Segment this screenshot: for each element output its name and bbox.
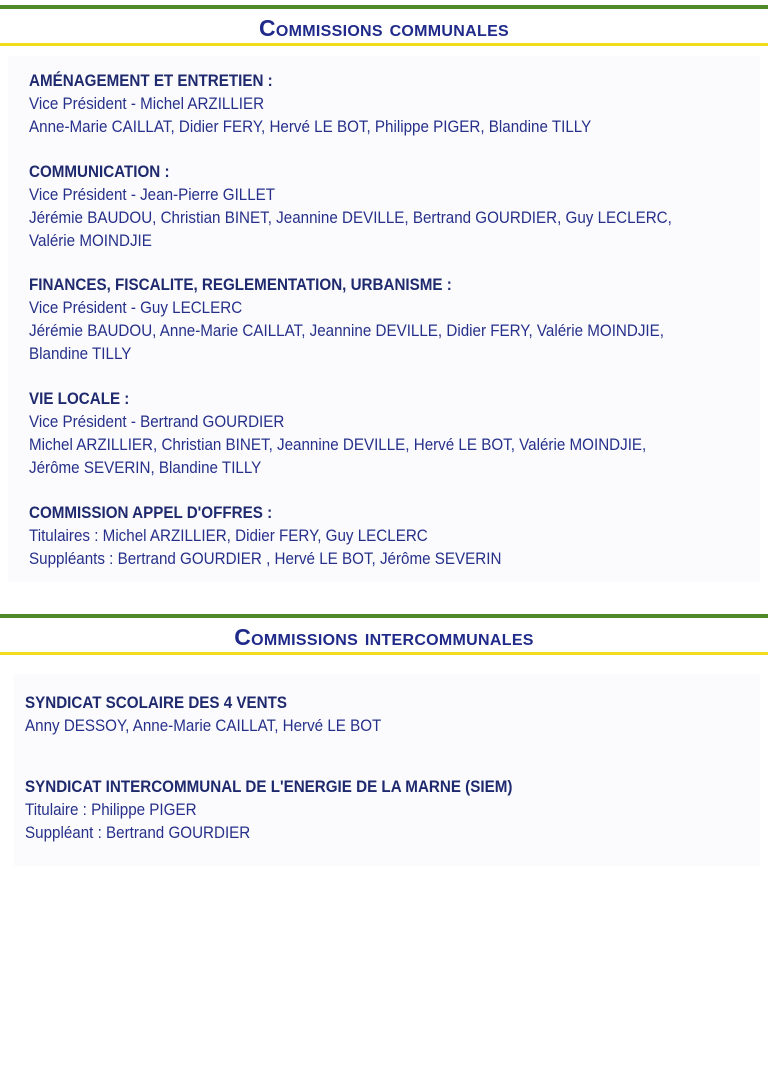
commission-line: Jérôme SEVERIN, Blandine TILLY [29,459,262,477]
intercommunales-panel [14,674,760,866]
commission-heading: AMÉNAGEMENT ET ENTRETIEN : [29,72,273,90]
green-rule [0,614,768,618]
commission-line: Vice Président - Michel ARZILLIER [29,95,265,113]
commission-line: Michel ARZILLIER, Christian BINET, Jeannine DEVILLE, Hervé LE BOT, Valérie MOINDJIE, [29,436,647,454]
communales-panel [8,56,760,582]
commission-line: Blandine TILLY [29,345,132,363]
section-title: Commissions communales [258,15,510,41]
commission-communication [29,161,710,253]
syndicat-heading: SYNDICAT INTERCOMMUNAL DE L'ENERGIE DE LA MARNE (SIEM) [25,778,513,796]
commission-appel-offres [29,502,710,571]
commission-heading: COMMISSION APPEL D'OFFRES : [29,504,273,522]
section-header-communales [0,5,768,47]
commission-heading: VIE LOCALE : [29,390,130,408]
commission-line: Vice Président - Jean-Pierre GILLET [29,186,276,204]
yellow-rule [0,652,768,655]
commission-line: Titulaires : Michel ARZILLIER, Didier FERY, Guy LECLERC [29,527,428,545]
syndicat-line: Suppléant : Bertrand GOURDIER [25,824,251,842]
commission-amenagement [29,70,710,139]
commission-line: Jérémie BAUDOU, Anne-Marie CAILLAT, Jeannine DEVILLE, Didier FERY, Valérie MOINDJIE, [29,322,665,340]
section-title: Commissions intercommunales [234,624,534,650]
syndicat-heading: SYNDICAT SCOLAIRE DES 4 VENTS [25,694,288,712]
yellow-rule [0,43,768,46]
commission-vie-locale [29,388,710,480]
commission-heading: COMMUNICATION : [29,163,170,181]
syndicat-siem [25,776,706,845]
section-header-intercommunales [0,614,768,658]
syndicat-line: Anny DESSOY, Anne-Marie CAILLAT, Hervé LE BOT [25,717,382,735]
commission-heading: FINANCES, FISCALITE, REGLEMENTATION, URBANISME : [29,276,452,294]
commission-line: Anne-Marie CAILLAT, Didier FERY, Hervé LE BOT, Philippe PIGER, Blandine TILLY [29,118,592,136]
commission-line: Vice Président - Bertrand GOURDIER [29,413,285,431]
syndicat-line: Titulaire : Philippe PIGER [25,801,197,819]
commission-line: Valérie MOINDJIE [29,232,152,250]
commission-line: Jérémie BAUDOU, Christian BINET, Jeannine DEVILLE, Bertrand GOURDIER, Guy LECLERC, [29,209,672,227]
commission-finances [29,274,710,366]
commission-line: Vice Président - Guy LECLERC [29,299,243,317]
syndicat-scolaire [25,692,706,738]
commission-line: Suppléants : Bertrand GOURDIER , Hervé LE BOT, Jérôme SEVERIN [29,550,502,568]
green-rule [0,5,768,9]
